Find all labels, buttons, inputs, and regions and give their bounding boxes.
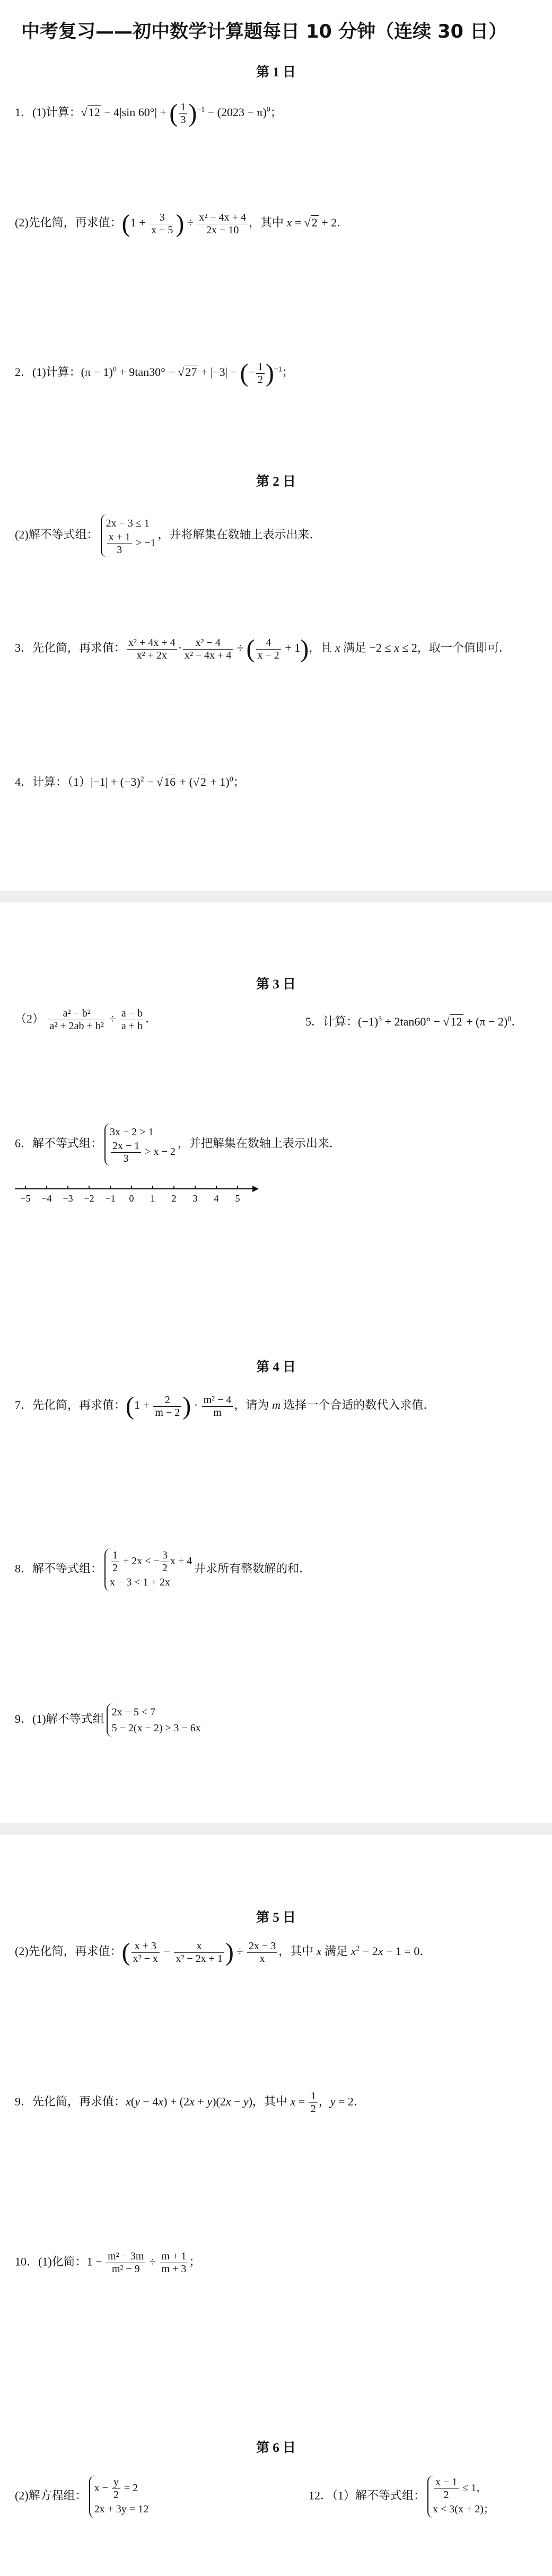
page-title: 中考复习——初中数学计算题每日 10 分钟（连续 30 日） (21, 21, 507, 42)
number-line-label: 1 (150, 1193, 155, 1204)
number-line-label: 2 (171, 1193, 177, 1204)
question-10: 10．(1)化简：1 − $\frac{\text{m² − 3m}}{\text{m² − 9}}$ ÷ $\frac{m + 1}{m + 3}$ ； (15, 2250, 201, 2275)
question-6: 6．解不等式组： 3x − 2 > 1 $\frac{2x - 1}{3}$ > x − 2 ，并把解集在数轴上表示出来． (15, 1123, 341, 1166)
question-1-2: (2)先化简，再求值：(1 + $\frac{3}{x - 5}$ ) ÷ $\frac{\text{x² − 4x + 4}}{2x - 10}$ ，其中 x = √2 + 2． (15, 209, 349, 238)
number-line-label: −5 (20, 1193, 31, 1204)
page-separator-2 (0, 1823, 552, 1835)
question-9-3: 9．先化简，再求值：x(y − 4x) + (2x + y)(2x − y)，其中 x = $\frac{1}{2}$ ，y = 2． (15, 2090, 365, 2115)
question-8: 8．解不等式组： $\frac{1}{2}$ + 2x < − $\frac{3}{2}$ x + 4 x − 3 < 1 + 2x 并求所有整数解的和． (15, 1548, 311, 1591)
day-4-heading: 第 4 日 (256, 1360, 296, 1374)
day-5-heading: 第 5 日 (256, 1911, 296, 1925)
number-line (15, 1182, 259, 1214)
question-5: 5．计算：$(-1)^3 + 2\tan 60^\circ - √12 + (\pi - 2)^0$． (305, 1015, 523, 1028)
question-2-1: 2．(1)计算：$(\pi - 1)^0 + 9\tan 30^\circ - √27 + |-3|$ − (− $\frac{1}{2}$ )$^{-1}$； (15, 359, 294, 387)
day-6-heading: 第 6 日 (256, 2441, 296, 2455)
number-line-label: −2 (84, 1193, 94, 1204)
day-2-heading: 第 2 日 (256, 475, 296, 489)
number-line-label: 0 (129, 1193, 134, 1204)
number-line-label: −3 (63, 1193, 73, 1204)
question-2-2: (2)解不等式组： 2x − 3 ≤ 1 $\frac{x + 1}{3}$ > −1 ，并将解集在数轴上表示出来． (15, 514, 321, 557)
number-line-label: −4 (41, 1193, 52, 1204)
number-line-label: 3 (192, 1193, 198, 1204)
question-1-1: 1．(1)计算：√12 − 4|sin 60°| + ( $\frac{1}{3}$ )$^{-1} - (2023 - \pi)^0$； (15, 99, 282, 127)
question-9-1: 9．(1)解不等式组 2x − 5 < 7 5 − 2(x − 2) ≥ 3 − 6x (15, 1703, 203, 1737)
question-12: 12．（1）解不等式组： $\frac{x - 1}{2}$ ≤ 1， x < 3(x + 2)； (309, 2475, 496, 2518)
number-line-label: 5 (235, 1193, 240, 1204)
day-1-heading: 第 1 日 (256, 65, 296, 80)
question-11: (2)解方程组： x − $\frac{y}{2}$ = 2 2x + 3y = 12 (15, 2475, 151, 2518)
number-line-label: −1 (105, 1193, 116, 1204)
question-9-2: (2)先化简，再求值：( $\frac{x + 3}{\text{x² − x}}$ − $\frac{x}{\text{x² − 2x + 1}}$ ) ÷ $\frac{2x - 3}{x}$ ，其中 x 满足 $x^2 - 2x - 1 = 0$． (15, 1938, 432, 1966)
question-3: 3．先化简，再求值： $\frac{\text{x² + 4x + 4}}{\text{x² + 2x}}$ · $\frac{\text{x² − 4}}{\text{x² − 4x + 4}}$ ÷ ( $\frac{4}{x - 2}$ + 1)，且 x 满足 −2 ≤ x ≤ 2，取一个值即可． (15, 635, 511, 663)
number-line-label: 4 (214, 1193, 219, 1204)
question-7: 7．先化简，再求值：(1 + $\frac{2}{m - 2}$ ) · $\frac{\text{m² − 4}}{m}$ ，请为 m 选择一个合适的数代入求值． (15, 1392, 435, 1420)
page-separator (0, 891, 552, 903)
question-4-2: （2） $\frac{\text{a² − b²}}{\text{a² + 2ab + b²}}$ ÷ $\frac{a - b}{a + b}$ ． (15, 1007, 157, 1032)
day-3-heading: 第 3 日 (256, 977, 296, 992)
question-4-1: 4．计算：$(1)|-1| + (-3)^2 - √16 + (√2 + 1)^0$； (15, 775, 245, 788)
